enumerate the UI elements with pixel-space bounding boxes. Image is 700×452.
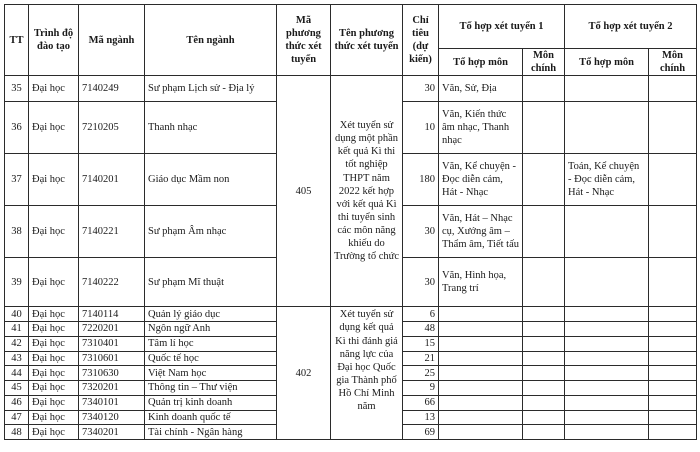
cell-quota: 9 <box>403 381 439 396</box>
cell-code: 7210205 <box>79 102 145 154</box>
cell-name: Thông tin – Thư viện <box>145 381 277 396</box>
cell-name: Sư phạm Lịch sử - Địa lý <box>145 76 277 102</box>
cell-combo2-main <box>649 395 697 410</box>
cell-level: Đại học <box>29 425 79 440</box>
header-code: Mã ngành <box>79 5 145 76</box>
cell-tt: 47 <box>5 410 29 425</box>
cell-combo1 <box>439 307 523 322</box>
cell-combo1-main <box>523 307 565 322</box>
cell-combo2-main <box>649 76 697 102</box>
cell-combo1-main <box>523 425 565 440</box>
header-combo-2-subjects: Tổ hợp môn <box>565 49 649 76</box>
cell-combo2 <box>565 322 649 337</box>
cell-combo1 <box>439 351 523 366</box>
cell-combo2-main <box>649 206 697 258</box>
cell-combo1: Văn, Kể chuyện - Đọc diễn cảm, Hát - Nhạc <box>439 154 523 206</box>
cell-code: 7340101 <box>79 395 145 410</box>
header-combo-1-main: Môn chính <box>523 49 565 76</box>
cell-combo2-main <box>649 154 697 206</box>
cell-code: 7310401 <box>79 336 145 351</box>
cell-name: Thanh nhạc <box>145 102 277 154</box>
cell-combo2: Toán, Kể chuyện - Đọc diễn cảm, Hát - Nhạc <box>565 154 649 206</box>
cell-code: 7320201 <box>79 381 145 396</box>
cell-tt: 37 <box>5 154 29 206</box>
cell-name: Tài chính - Ngân hàng <box>145 425 277 440</box>
cell-name: Quản trị kinh doanh <box>145 395 277 410</box>
cell-name: Quản lý giáo dục <box>145 307 277 322</box>
cell-tt: 35 <box>5 76 29 102</box>
cell-combo1 <box>439 395 523 410</box>
header-quota: Chỉ tiêu (dự kiến) <box>403 5 439 76</box>
cell-combo1 <box>439 381 523 396</box>
cell-code: 7140201 <box>79 154 145 206</box>
cell-combo1 <box>439 366 523 381</box>
cell-quota: 21 <box>403 351 439 366</box>
cell-combo2-main <box>649 366 697 381</box>
cell-combo1-main <box>523 351 565 366</box>
table-row <box>5 307 697 322</box>
cell-tt: 39 <box>5 258 29 307</box>
cell-combo1: Văn, Hình họa, Trang trí <box>439 258 523 307</box>
cell-combo1-main <box>523 381 565 396</box>
cell-combo2-main <box>649 410 697 425</box>
cell-combo1-main <box>523 102 565 154</box>
cell-quota: 66 <box>403 395 439 410</box>
cell-tt: 44 <box>5 366 29 381</box>
cell-level: Đại học <box>29 351 79 366</box>
cell-tt: 41 <box>5 322 29 337</box>
cell-code: 7140222 <box>79 258 145 307</box>
cell-combo2 <box>565 206 649 258</box>
cell-combo2 <box>565 102 649 154</box>
cell-combo2-main <box>649 381 697 396</box>
cell-code: 7140249 <box>79 76 145 102</box>
cell-code: 7340120 <box>79 410 145 425</box>
cell-name: Ngôn ngữ Anh <box>145 322 277 337</box>
cell-level: Đại học <box>29 336 79 351</box>
cell-combo2 <box>565 76 649 102</box>
cell-combo1-main <box>523 258 565 307</box>
cell-quota: 48 <box>403 322 439 337</box>
cell-combo2 <box>565 366 649 381</box>
cell-code: 7140114 <box>79 307 145 322</box>
cell-combo2-main <box>649 336 697 351</box>
cell-level: Đại học <box>29 307 79 322</box>
cell-combo1: Văn, Sử, Địa <box>439 76 523 102</box>
cell-name: Tâm lí học <box>145 336 277 351</box>
cell-combo1 <box>439 410 523 425</box>
cell-level: Đại học <box>29 381 79 396</box>
cell-combo2-main <box>649 322 697 337</box>
cell-level: Đại học <box>29 366 79 381</box>
cell-level: Đại học <box>29 322 79 337</box>
cell-combo2 <box>565 425 649 440</box>
cell-tt: 42 <box>5 336 29 351</box>
cell-quota: 69 <box>403 425 439 440</box>
cell-combo2 <box>565 258 649 307</box>
cell-combo2 <box>565 307 649 322</box>
header-combo-2: Tổ hợp xét tuyển 2 <box>565 5 697 49</box>
cell-quota: 6 <box>403 307 439 322</box>
method-name-402-text: Xét tuyển sử dụng kết quả Kì thi đánh giá năng lực của Đại học Quốc gia Thành phố Hồ Chí Minh năm <box>335 309 398 413</box>
cell-code: 7310601 <box>79 351 145 366</box>
cell-name: Sư phạm Mĩ thuật <box>145 258 277 307</box>
cell-tt: 46 <box>5 395 29 410</box>
cell-combo1-main <box>523 366 565 381</box>
cell-combo1-main <box>523 336 565 351</box>
cell-code: 7340201 <box>79 425 145 440</box>
header-level: Trình độ đào tạo <box>29 5 79 76</box>
cell-name: Sư phạm Âm nhạc <box>145 206 277 258</box>
cell-combo2 <box>565 410 649 425</box>
cell-tt: 45 <box>5 381 29 396</box>
header-name: Tên ngành <box>145 5 277 76</box>
cell-tt: 36 <box>5 102 29 154</box>
cell-combo2-main <box>649 351 697 366</box>
cell-combo1-main <box>523 322 565 337</box>
cell-level: Đại học <box>29 410 79 425</box>
cell-combo1-main <box>523 410 565 425</box>
header-method-code: Mã phương thức xét tuyển <box>277 5 331 76</box>
cell-combo2 <box>565 381 649 396</box>
method-name-405: Xét tuyển sử dụng một phần kết quả Kì thi tốt nghiệp THPT năm 2022 kết hợp với kết quả Kì thi tuyển sinh các môn năng khiếu do Trường tổ chức <box>331 76 403 307</box>
cell-combo1 <box>439 425 523 440</box>
admission-table <box>4 4 697 440</box>
cell-name: Giáo dục Mầm non <box>145 154 277 206</box>
cell-combo1-main <box>523 154 565 206</box>
cell-combo1: Văn, Kiến thức âm nhạc, Thanh nhạc <box>439 102 523 154</box>
cell-code: 7140221 <box>79 206 145 258</box>
cell-quota: 25 <box>403 366 439 381</box>
cell-code: 7220201 <box>79 322 145 337</box>
cell-combo2 <box>565 336 649 351</box>
cell-combo1 <box>439 336 523 351</box>
cell-combo1-main <box>523 76 565 102</box>
cell-combo2 <box>565 395 649 410</box>
cell-combo1 <box>439 322 523 337</box>
header-combo-1-subjects: Tổ hợp môn <box>439 49 523 76</box>
cell-combo1-main <box>523 395 565 410</box>
header-combo-2-main: Môn chính <box>649 49 697 76</box>
cell-level: Đại học <box>29 258 79 307</box>
cell-combo2-main <box>649 258 697 307</box>
cell-quota: 30 <box>403 76 439 102</box>
cell-tt: 40 <box>5 307 29 322</box>
cell-combo1-main <box>523 206 565 258</box>
cell-quota: 13 <box>403 410 439 425</box>
cell-tt: 43 <box>5 351 29 366</box>
method-name-402 <box>331 307 403 440</box>
cell-name: Kinh doanh quốc tế <box>145 410 277 425</box>
cell-name: Quốc tế học <box>145 351 277 366</box>
cell-quota: 15 <box>403 336 439 351</box>
cell-quota: 30 <box>403 258 439 307</box>
cell-level: Đại học <box>29 206 79 258</box>
cell-tt: 38 <box>5 206 29 258</box>
table-row <box>5 76 697 102</box>
cell-name: Việt Nam học <box>145 366 277 381</box>
cell-combo2-main <box>649 307 697 322</box>
cell-level: Đại học <box>29 395 79 410</box>
header-tt: TT <box>5 5 29 76</box>
cell-quota: 180 <box>403 154 439 206</box>
header-method-name: Tên phương thức xét tuyển <box>331 5 403 76</box>
cell-code: 7310630 <box>79 366 145 381</box>
cell-quota: 30 <box>403 206 439 258</box>
method-code-402: 402 <box>277 307 331 440</box>
table-body <box>5 76 697 440</box>
header-combo-1: Tổ hợp xét tuyển 1 <box>439 5 565 49</box>
cell-level: Đại học <box>29 102 79 154</box>
cell-combo2 <box>565 351 649 366</box>
cell-combo1: Văn, Hát – Nhạc cụ, Xướng âm – Thẩm âm, Tiết tấu <box>439 206 523 258</box>
cell-level: Đại học <box>29 76 79 102</box>
cell-tt: 48 <box>5 425 29 440</box>
cell-combo2-main <box>649 425 697 440</box>
cell-combo2-main <box>649 102 697 154</box>
method-code-405: 405 <box>277 76 331 307</box>
cell-level: Đại học <box>29 154 79 206</box>
cell-quota: 10 <box>403 102 439 154</box>
